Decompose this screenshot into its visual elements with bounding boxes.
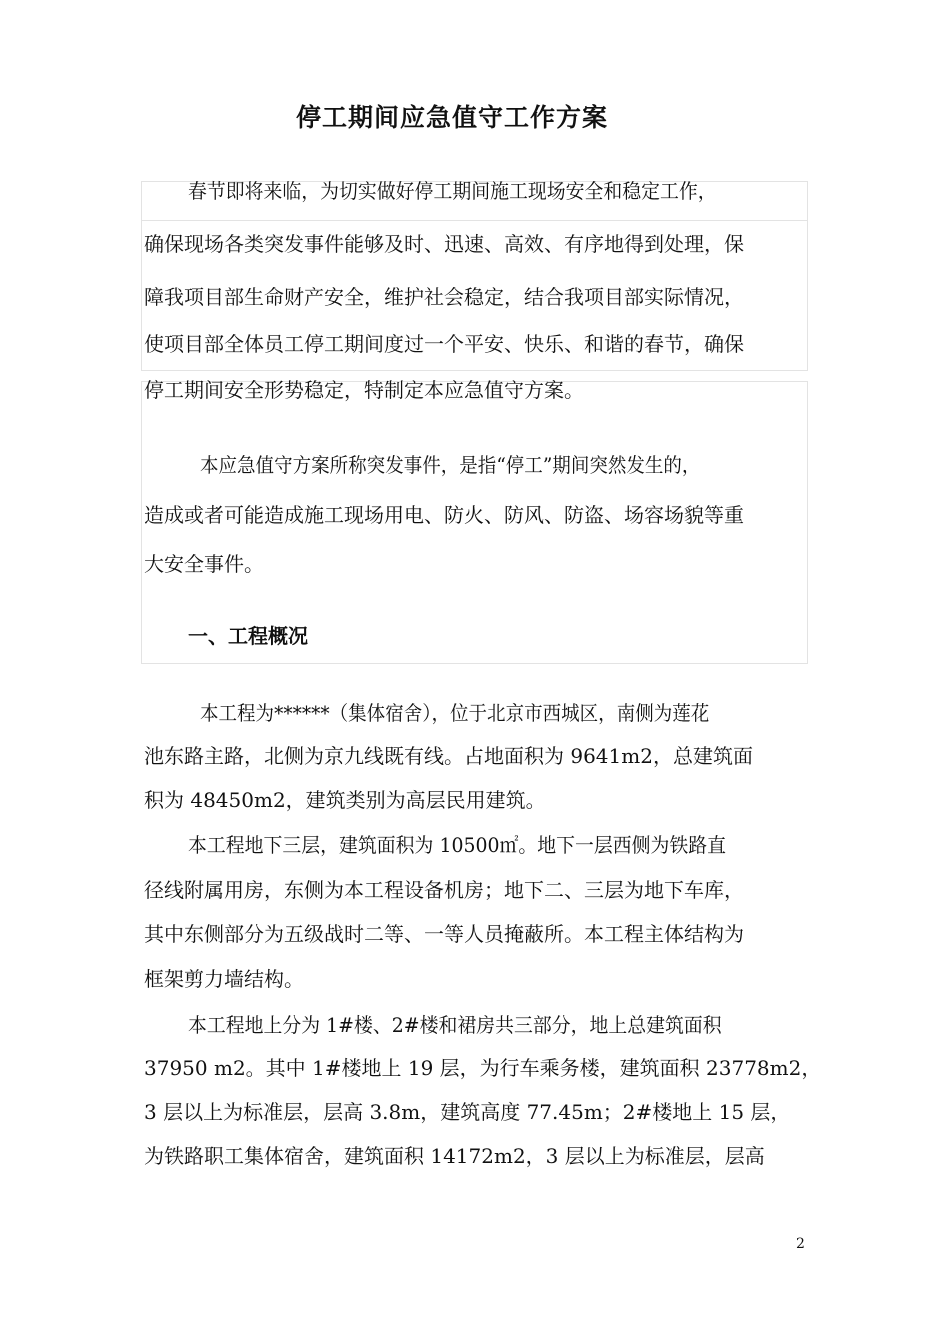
- definition-line-1: 本应急值守方案所称突发事件，是指“停工”期间突然发生的，: [200, 453, 701, 477]
- overview-p3-line-1: 本工程地上分为 1#楼、2#楼和裙房共三部分，地上总建筑面积: [188, 1013, 722, 1037]
- overview-p1-line-3: 积为 48450m2，建筑类别为高层民用建筑。: [144, 788, 546, 812]
- overview-p2-line-1: 本工程地下三层，建筑面积为 10500㎡。地下一层西侧为铁路直: [188, 833, 727, 857]
- overview-p3-line-2: 37950 m2。其中 1#楼地上 19 层，为行车乘务楼，建筑面积 23778m2，: [144, 1056, 822, 1080]
- definition-line-2: 造成或者可能造成施工现场用电、防火、防风、防盗、场容场貌等重: [144, 503, 744, 527]
- document-title: 停工期间应急值守工作方案: [295, 103, 608, 132]
- overview-p2-line-3: 其中东侧部分为五级战时二等、一等人员掩蔽所。本工程主体结构为: [144, 922, 744, 946]
- page-number: 2: [796, 1236, 805, 1252]
- overview-p2-line-2: 径线附属用房，东侧为本工程设备机房；地下二、三层为地下车库，: [144, 878, 744, 902]
- intro-line-3: 障我项目部生命财产安全，维护社会稳定，结合我项目部实际情况，: [144, 285, 744, 309]
- definition-line-3: 大安全事件。: [144, 552, 264, 576]
- section-heading: 一、工程概况: [188, 624, 308, 648]
- intro-line-2: 确保现场各类突发事件能够及时、迅速、高效、有序地得到处理，保: [144, 232, 744, 256]
- intro-line-4: 使项目部全体员工停工期间度过一个平安、快乐、和谐的春节，确保: [144, 332, 744, 356]
- intro-line-1: 春节即将来临，为切实做好停工期间施工现场安全和稳定工作，: [188, 179, 717, 203]
- overview-p1-line-2: 池东路主路，北侧为京九线既有线。占地面积为 9641m2，总建筑面: [144, 744, 753, 768]
- overview-p1-line-1: 本工程为******（集体宿舍），位于北京市西城区，南侧为莲花: [200, 701, 710, 725]
- intro-line-5: 停工期间安全形势稳定，特制定本应急值守方案。: [144, 378, 584, 402]
- overview-p3-line-4: 为铁路职工集体宿舍，建筑面积 14172m2，3 层以上为标准层，层高: [144, 1144, 765, 1168]
- overview-p3-line-3: 3 层以上为标准层，层高 3.8m，建筑高度 77.45m；2#楼地上 15 层，: [144, 1100, 791, 1124]
- overview-p2-line-4: 框架剪力墙结构。: [144, 967, 304, 991]
